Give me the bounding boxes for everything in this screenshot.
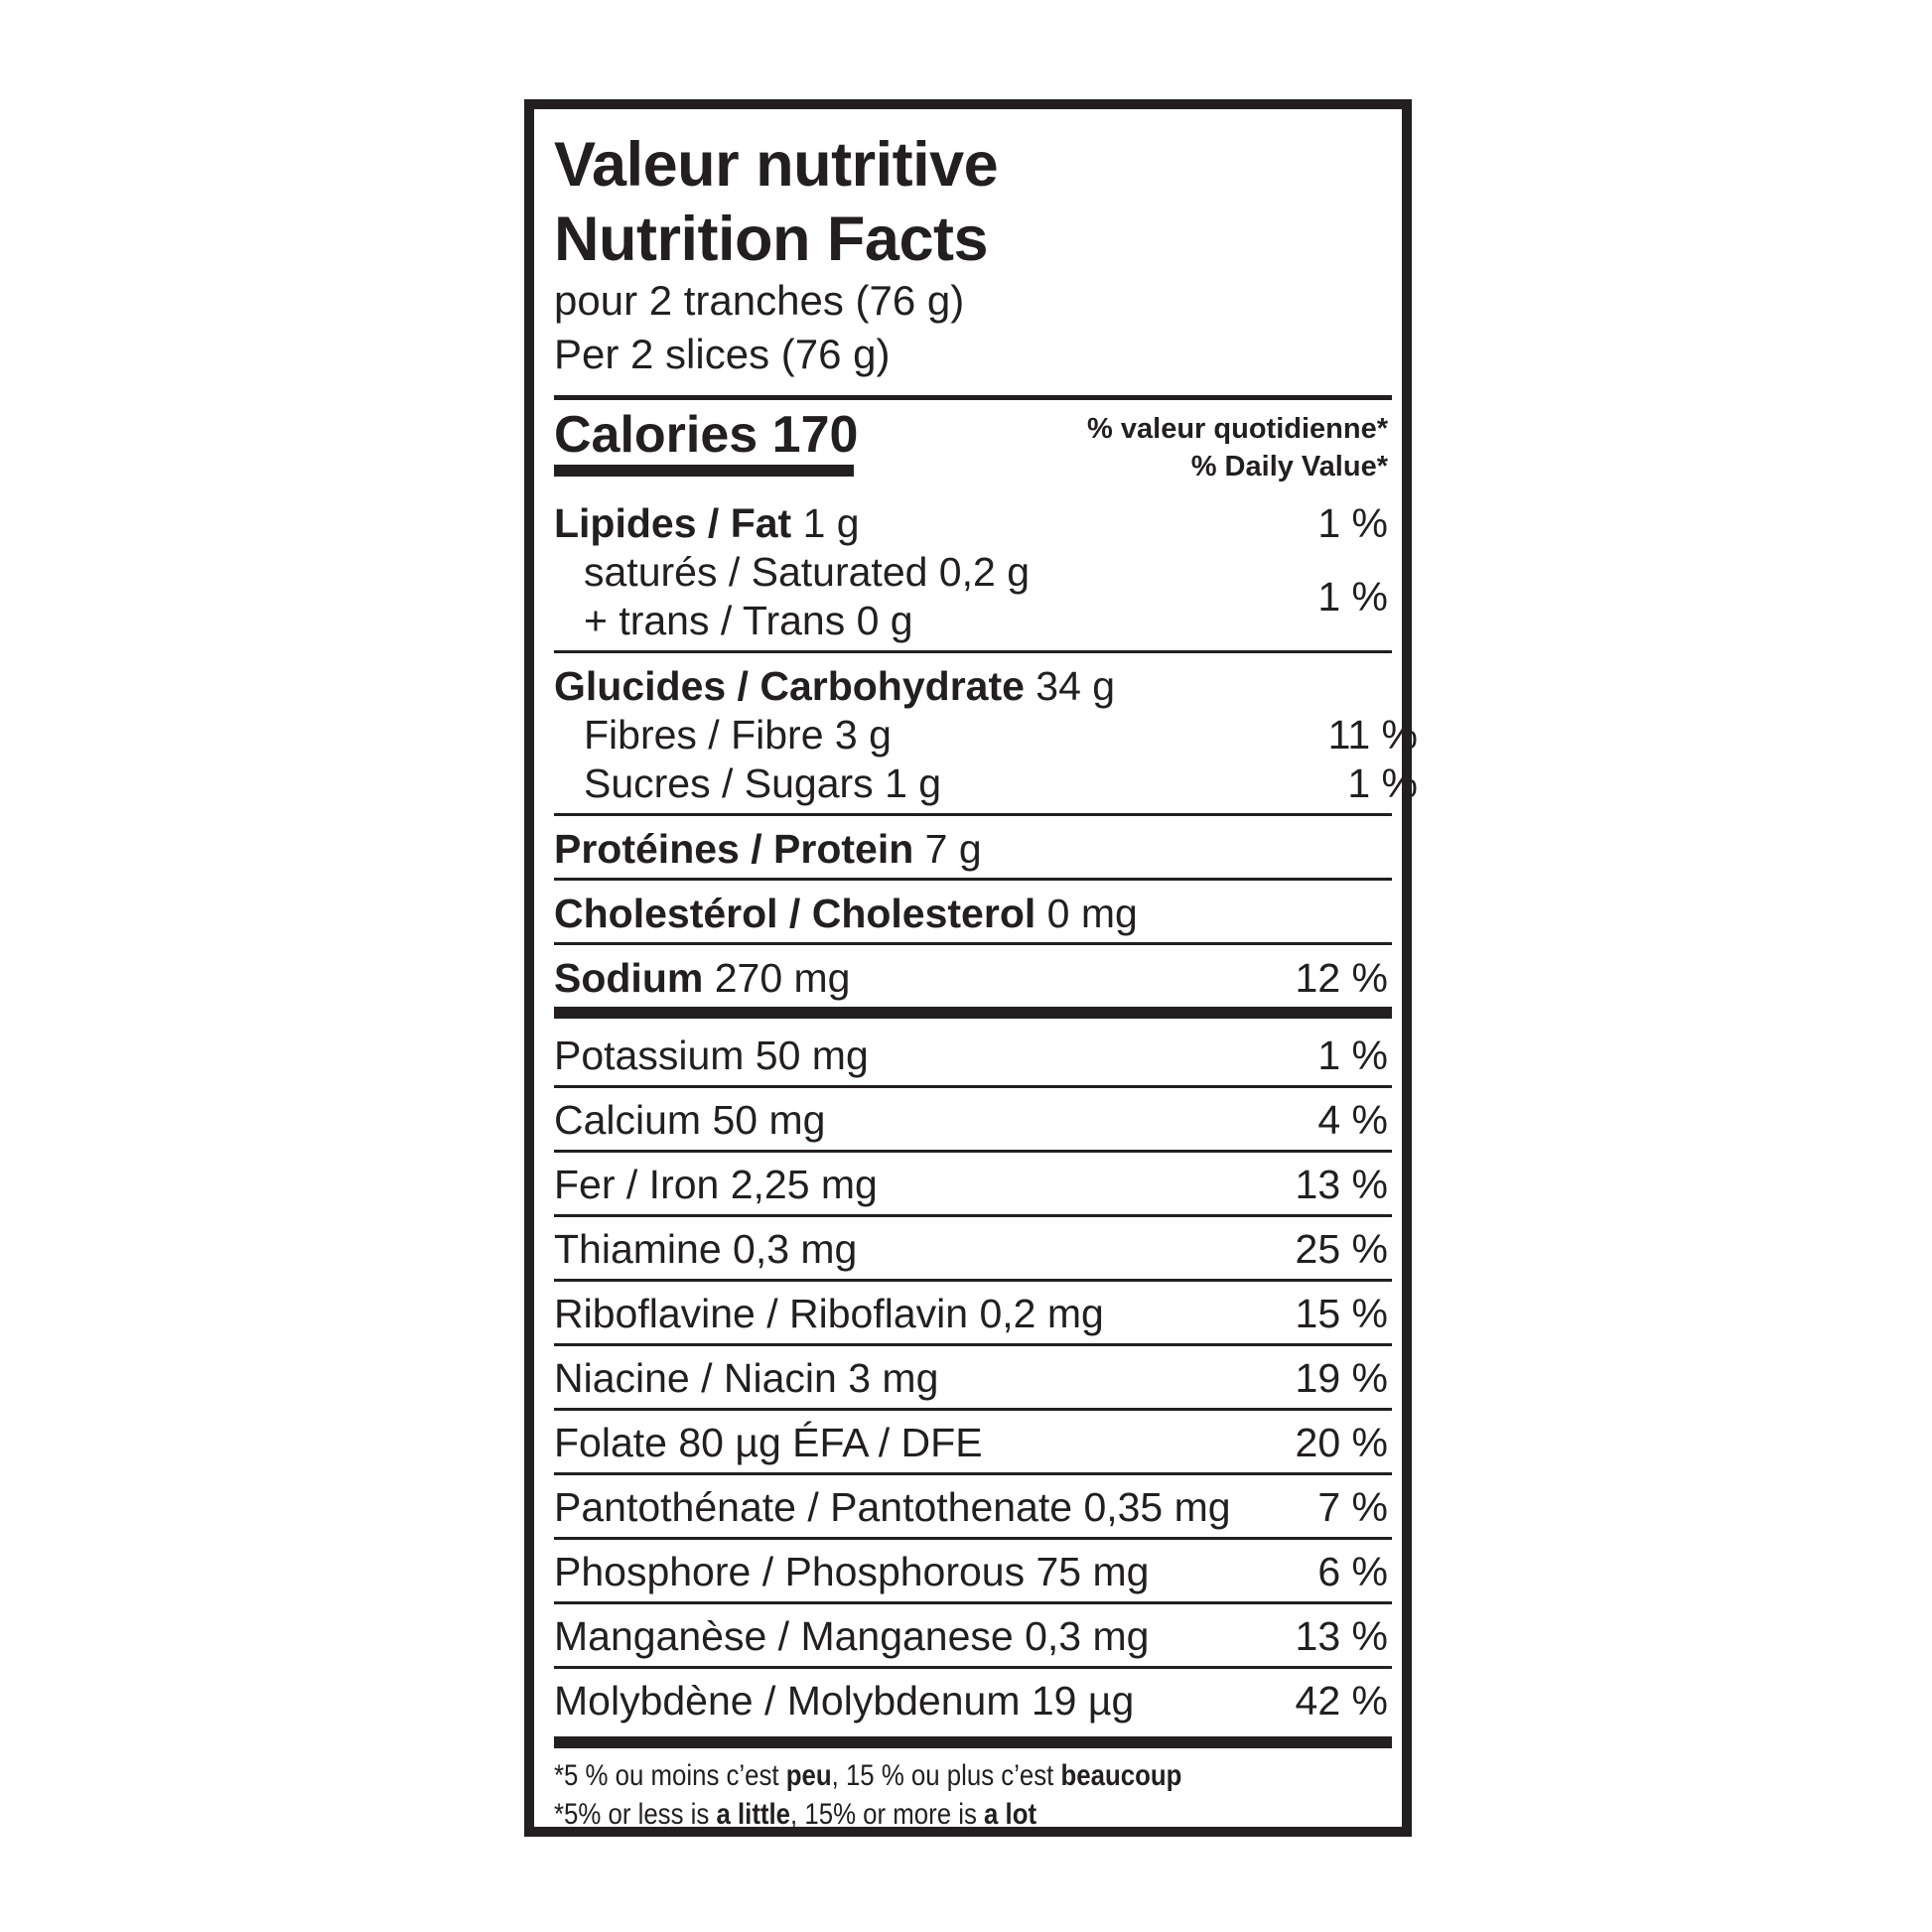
sugars-row <box>554 760 1422 806</box>
micronutrient-dv: 7 % <box>1317 1484 1388 1530</box>
divider <box>554 1214 1392 1217</box>
micronutrient-dv: 20 % <box>1295 1420 1388 1465</box>
micronutrient-label: Calcium 50 mg <box>554 1097 826 1143</box>
sodium-label: Sodium <box>554 955 704 1001</box>
micronutrient-dv: 13 % <box>1295 1613 1388 1659</box>
divider <box>554 1343 1392 1346</box>
divider <box>554 1472 1392 1475</box>
footnote-text: , 15% or more is <box>790 1798 985 1831</box>
divider <box>554 878 1392 881</box>
micronutrient-label: Thiamine 0,3 mg <box>554 1226 858 1272</box>
micronutrient-label: Pantothénate / Pantothenate 0,35 mg <box>554 1484 1231 1530</box>
micronutrient-dv: 15 % <box>1295 1291 1388 1336</box>
micronutrient-row <box>554 1355 1392 1401</box>
fat-amount: 1 g <box>791 500 860 546</box>
fat-label: Lipides / Fat <box>554 500 792 546</box>
micronutrient-row <box>554 1035 1392 1076</box>
carbohydrate-amount: 34 g <box>1024 663 1116 709</box>
micronutrient-row <box>554 1613 1392 1659</box>
footnote-emphasis: a little <box>716 1798 791 1831</box>
thick-divider <box>554 1736 1392 1748</box>
fibre-dv: 11 % <box>1327 712 1418 758</box>
cholesterol-label: Cholestérol / Cholesterol <box>554 891 1036 936</box>
micronutrient-dv: 13 % <box>1295 1162 1388 1207</box>
micronutrient-label: Manganèse / Manganese 0,3 mg <box>554 1613 1150 1659</box>
micronutrient-label: Riboflavine / Riboflavin 0,2 mg <box>554 1291 1104 1336</box>
calories: Calories 170 <box>554 406 859 464</box>
divider <box>554 1601 1392 1604</box>
micronutrient-dv: 4 % <box>1317 1097 1388 1143</box>
micronutrient-row <box>554 1162 1392 1207</box>
micronutrient-row <box>554 1420 1392 1465</box>
footnote-text: *5% or less is <box>554 1798 717 1831</box>
divider <box>554 1279 1392 1282</box>
footnote-emphasis: a lot <box>984 1798 1037 1831</box>
fibre-label: Fibres / Fibre 3 g <box>584 712 892 758</box>
micronutrient-label: Fer / Iron 2,25 mg <box>554 1162 878 1207</box>
protein-label: Protéines / Protein <box>554 826 914 872</box>
carbohydrate-row <box>554 663 1392 709</box>
cholesterol-row <box>554 891 1392 936</box>
protein-row <box>554 826 1392 872</box>
sugars-label: Sucres / Sugars 1 g <box>584 760 942 806</box>
micronutrient-row <box>554 1226 1392 1272</box>
divider <box>554 1537 1392 1540</box>
sodium-dv: 12 % <box>1295 955 1388 1001</box>
micronutrient-label: Potassium 50 mg <box>554 1033 869 1078</box>
trans-row: + trans / Trans 0 g <box>584 598 913 643</box>
footnote-emphasis: peu <box>785 1759 832 1792</box>
micronutrient-row <box>554 1291 1392 1336</box>
sodium-row <box>554 955 1392 1001</box>
micronutrient-label: Molybdène / Molybdenum 19 µg <box>554 1678 1135 1724</box>
footnote-english <box>554 1800 1036 1830</box>
serving-size-english: Per 2 slices (76 g) <box>554 331 891 377</box>
fat-dv: 1 % <box>1317 500 1388 546</box>
micronutrient-dv: 42 % <box>1295 1678 1388 1724</box>
divider <box>554 942 1392 945</box>
fat-row <box>554 500 1392 546</box>
saturated-trans-dv: 1 % <box>1317 574 1388 620</box>
footnote-french <box>554 1761 1181 1791</box>
nutrition-facts-table <box>524 99 1418 1837</box>
divider <box>554 813 1392 816</box>
micronutrient-dv: 1 % <box>1317 1033 1388 1078</box>
protein-amount: 7 g <box>913 826 982 872</box>
carbohydrate-label: Glucides / Carbohydrate <box>554 663 1025 709</box>
micronutrient-row <box>554 1678 1392 1724</box>
sugars-dv: 1 % <box>1347 760 1418 806</box>
title-english: Nutrition Facts <box>554 205 989 274</box>
divider <box>554 1085 1392 1088</box>
micronutrient-dv: 6 % <box>1317 1549 1388 1594</box>
micronutrient-label: Folate 80 µg ÉFA / DFE <box>554 1420 983 1465</box>
divider <box>554 395 1392 400</box>
footnote-text: , 15 % ou plus c’est <box>831 1759 1061 1792</box>
micronutrient-row <box>554 1484 1392 1530</box>
footnote-emphasis: beaucoup <box>1060 1759 1182 1792</box>
micronutrient-dv: 25 % <box>1295 1226 1388 1272</box>
saturated-row: saturés / Saturated 0,2 g <box>584 549 1030 595</box>
serving-size-french: pour 2 tranches (76 g) <box>554 277 965 324</box>
calories-underline <box>554 465 854 477</box>
thick-divider <box>554 1007 1392 1019</box>
micronutrient-label: Niacine / Niacin 3 mg <box>554 1355 939 1401</box>
micronutrient-row <box>554 1097 1392 1143</box>
dv-header-french: % valeur quotidienne* <box>1087 413 1388 445</box>
dv-header-english: % Daily Value* <box>1190 451 1388 483</box>
micronutrient-dv: 19 % <box>1295 1355 1388 1401</box>
cholesterol-amount: 0 mg <box>1035 891 1138 936</box>
divider <box>554 650 1392 653</box>
sodium-amount: 270 mg <box>703 955 851 1001</box>
divider <box>554 1408 1392 1411</box>
footnote-text: *5 % ou moins c’est <box>554 1759 786 1792</box>
fibre-row <box>554 712 1422 758</box>
divider <box>554 1666 1392 1669</box>
divider <box>554 1150 1392 1153</box>
micronutrient-label: Phosphore / Phosphorous 75 mg <box>554 1549 1150 1594</box>
title-french: Valeur nutritive <box>554 130 999 200</box>
micronutrient-row <box>554 1549 1392 1594</box>
